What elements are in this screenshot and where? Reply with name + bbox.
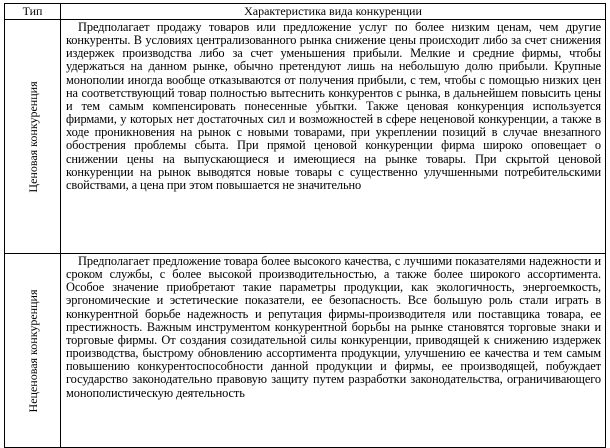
table-row-price-competition <box>5 20 605 254</box>
type-cell-nonprice <box>5 254 61 447</box>
header-type-cell: Тип <box>5 4 61 19</box>
type-cell-price <box>5 20 61 253</box>
description-text-nonprice: Предполагает предложение товара более высокого качества, с лучшими показателями надежности и сроком службы, с более высокой производительностью, а также более широкого ассортимента. Особое значение приобретают такие параметры продукции, как экологичность, энергоемкость, эргономические и эстетические показатели, ее безопасность. Все большую роль стали играть в конкурентной борьбе надежность и репутация фирмы-производителя или поставщика товара, ее престижность. Важным инструментом конкурентной борьбы на рынке становятся торговые знаки и торговые фирмы. От создания созидательной силы конкуренции, приводящей к снижению издержек производства, быстрому обновлению ассортимента продукции, улучшению ее качества и тем самым повышению конкурентоспособности данной продукции и фирмы, ее производящей, побуждает государство законодательно правовую защиту путем разработки законодательства, ограничивающего монополистическую деятельность <box>66 254 601 400</box>
description-cell-nonprice <box>61 254 605 447</box>
description-cell-price <box>61 20 605 253</box>
description-text-price: Предполагает продажу товаров или предложение услуг по более низким ценам, чем другие конкуренты. В условиях централизованного рынка снижение цены происходит либо за счет снижения издержек производства либо за счет уменьшения прибыли. Мелкие и средние фирмы, чтобы удержаться на данном рынке, обычно претендуют лишь на небольшую долю прибыли. Крупные монополии иногда вообще отказываются от получения прибыли, с тем, чтобы с помощью низких цен на соответствующий товар полностью вытеснить конкурентов с рынка, в дальнейшем повысить цены и тем самым компенсировать понесенные убытки. Также ценовая конкуренция используется фирмами, у которых нет достаточных сил и возможностей в сфере неценовой конкуренции, а также в ходе проникновения на рынок с новыми товарами, при укреплении позиций в случае внезапного обострения проблемы сбыта. При прямой ценовой конкуренции фирма широко оповещает о снижении цены на выпускающиеся и имеющиеся на рынке товары. При скрытой ценовой конкуренции на рынок выводятся новые товары с существенно улучшенными потребительскими свойствами, а цена при этом повышается не значительно <box>66 20 601 192</box>
type-label-nonprice: Неценовая конкуренция <box>25 289 40 412</box>
table-row-nonprice-competition <box>5 254 605 447</box>
header-description-cell: Характеристика вида конкуренции <box>244 4 422 18</box>
type-label-price: Ценовая конкуренция <box>25 80 40 193</box>
competition-types-table <box>4 3 606 448</box>
table-header-row <box>5 4 605 20</box>
